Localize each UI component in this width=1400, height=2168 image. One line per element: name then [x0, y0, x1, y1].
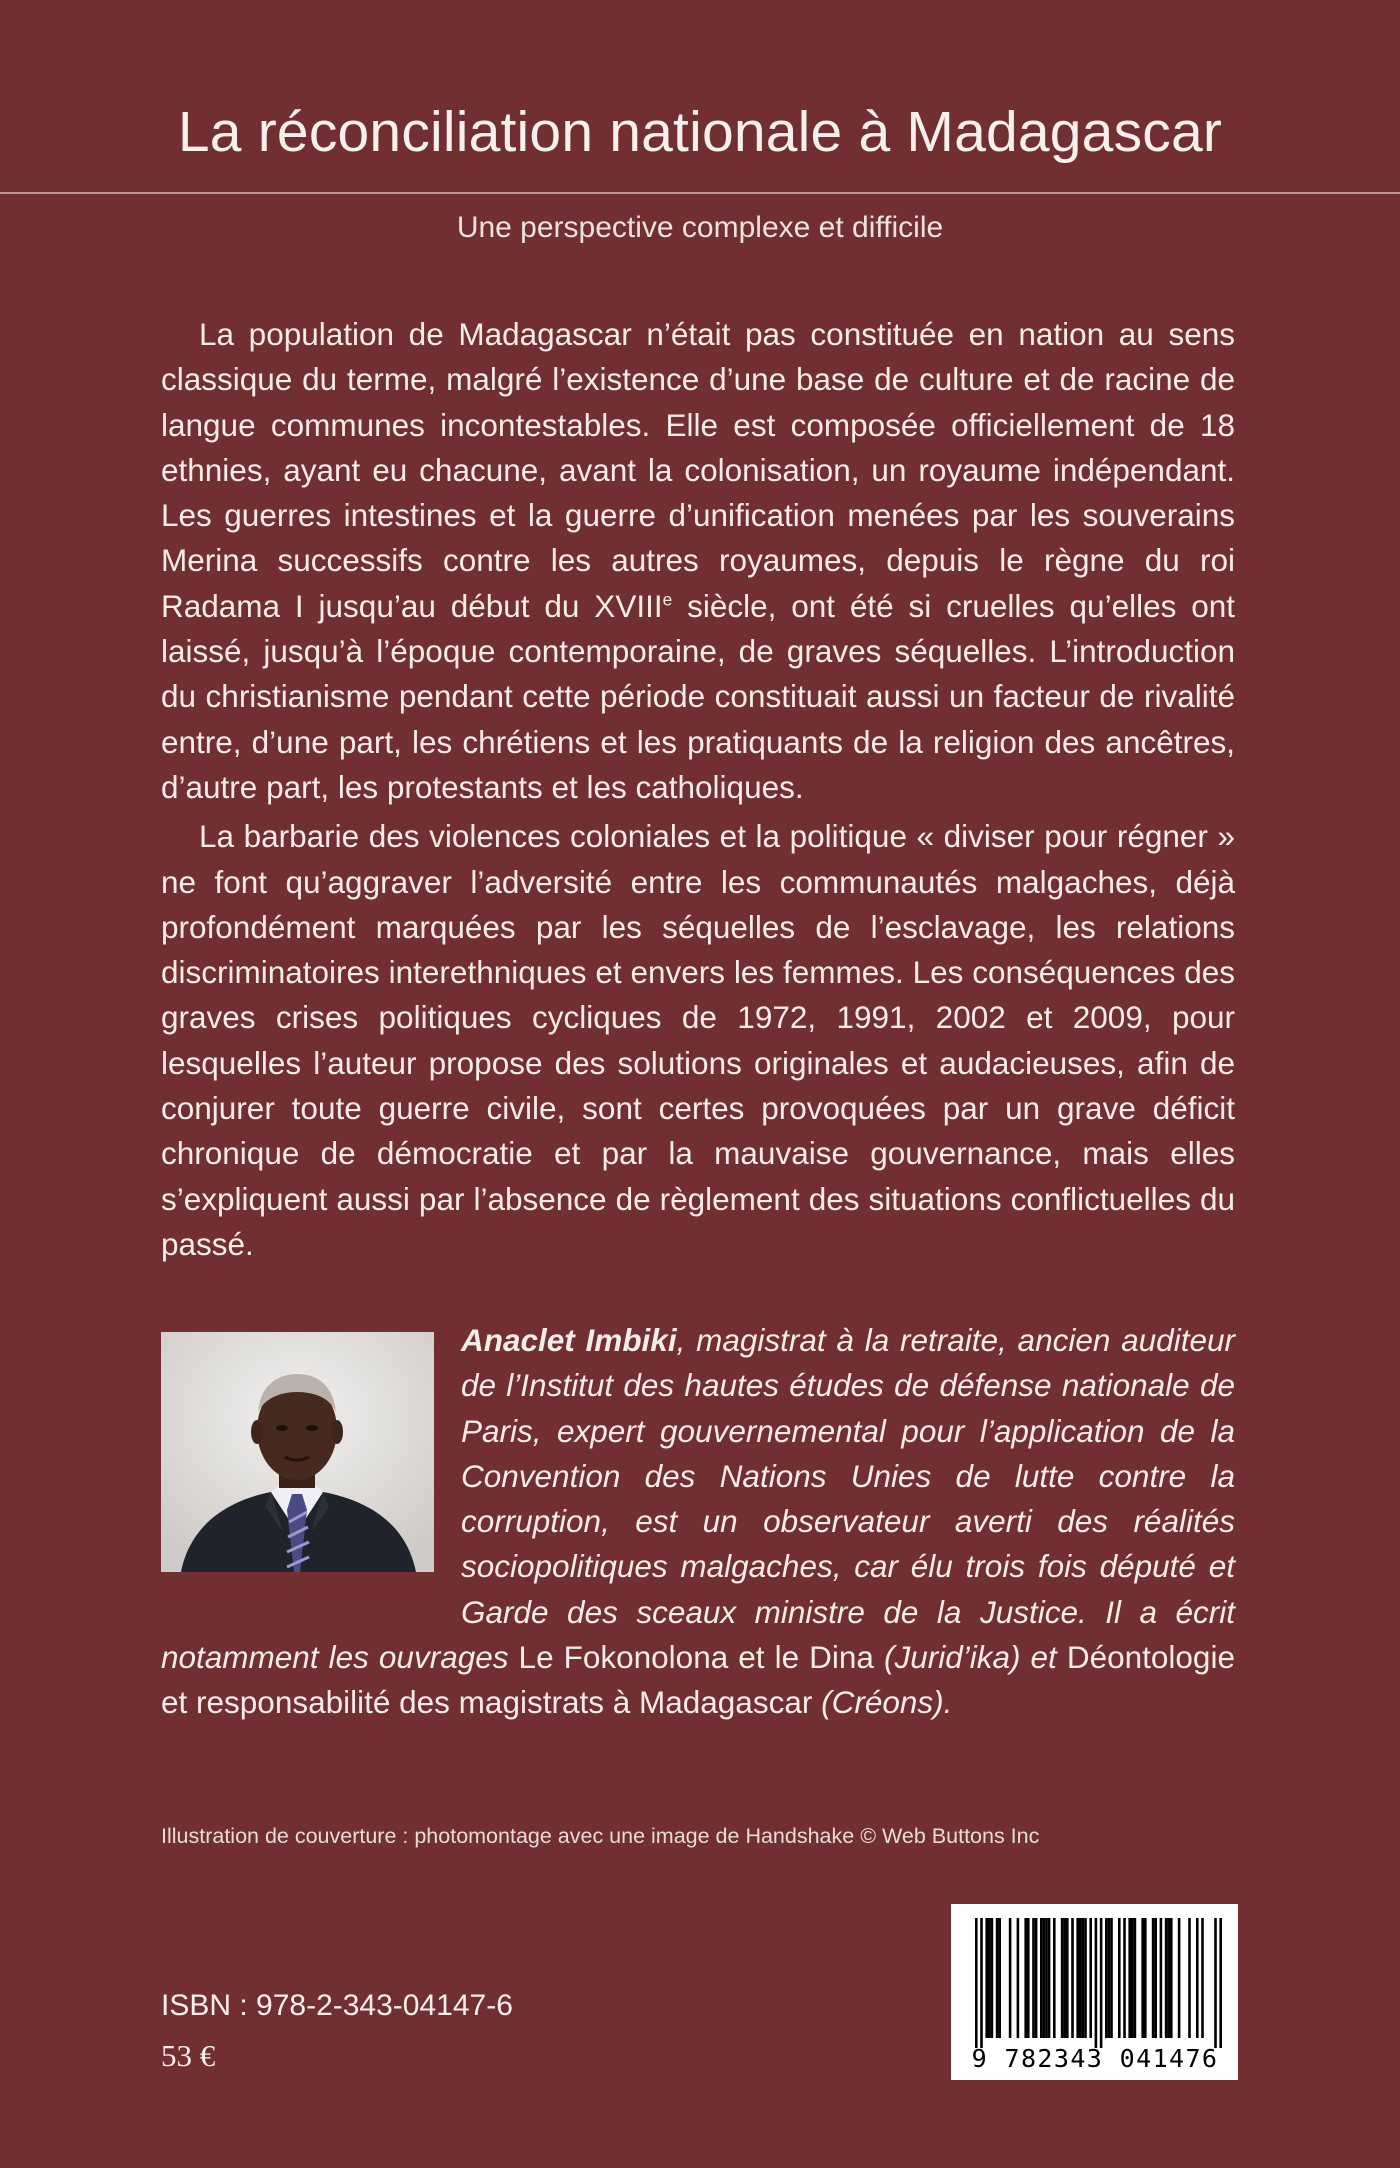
barcode-bar	[1063, 1918, 1066, 2038]
barcode-bar	[1048, 1918, 1051, 2038]
barcode-bar	[996, 1918, 999, 2038]
barcode-bar	[1167, 1918, 1170, 2038]
book-title-2: Déontologie et responsabilité des magistrats à Madagascar	[161, 1639, 1235, 1721]
barcode-bar	[1178, 1918, 1181, 2038]
barcode-bar	[1079, 1918, 1082, 2038]
barcode-bar	[1089, 1918, 1092, 2038]
author-bio-text: , magistrat à la retraite, ancien auditeur de l’Institut des hautes études de défense nationale de Paris, expert gouvernemental pour l’application de la Convention des Nations Unies de lutte contre la corruption, est un observateur averti des réalités sociopolitiques malgaches, car élu trois fois député et Garde des sceaux ministre de la Justice. Il a écrit notamment les ouvrages	[161, 1322, 1235, 1676]
barcode-digits: 9 782343 041476	[971, 2044, 1219, 2073]
barcode-bar	[1160, 1918, 1163, 2038]
barcode-bar	[1219, 1918, 1222, 2048]
barcode-bar	[998, 1918, 1001, 2038]
book-title-1: Le Fokonolona et le Dina	[518, 1639, 874, 1676]
barcode-bar	[1084, 1918, 1087, 2038]
barcode-bar	[1118, 1918, 1121, 2038]
barcode-bar	[1152, 1918, 1155, 2038]
barcode-bar	[1095, 1918, 1098, 2048]
barcode-bar	[991, 1918, 994, 2038]
barcode-bar	[1009, 1918, 1012, 2038]
barcode-bar	[988, 1918, 991, 2038]
barcode-bar	[1188, 1918, 1191, 2038]
barcode-bar	[1053, 1918, 1056, 2038]
summary-paragraph-2: La barbarie des violences coloniales et la politique « diviser pour régner » ne font qu’aggraver l’adversité entre les communautés malgaches, déjà profondément marquées par les séquelles de l’esclavage, les relations discriminatoires interethniques et envers les femmes. Les conséquences des graves crises politiques cycliques de 1972, 1991, 2002 et 2009, pour lesquelles l’auteur propose des solutions originales et audacieuses, afin de conjurer toute guerre civile, sont certes provoquées par un grave déficit chronique de démocratie et par la mauvaise gouvernance, mais elles s’expliquent aussi par l’absence de règlement des situations conflictuelles du passé.	[161, 818, 1235, 1262]
barcode-bar	[1201, 1918, 1204, 2038]
title-divider	[0, 192, 1400, 194]
author-biography	[161, 1318, 1235, 1726]
barcode-bar	[1170, 1918, 1173, 2038]
book-summary	[161, 312, 1235, 1267]
barcode-bar	[1105, 1918, 1108, 2038]
connector-text: et	[1020, 1639, 1067, 1676]
barcode-bar	[985, 1918, 988, 2038]
barcode-bar	[1082, 1918, 1085, 2038]
barcode-bar	[1128, 1918, 1131, 2038]
barcode-bar	[1196, 1918, 1199, 2038]
barcode-bar	[1100, 1918, 1103, 2048]
barcode-bar	[1165, 1918, 1168, 2038]
illustration-credit: Illustration de couverture : photomontage avec une image de Handshake © Web Buttons Inc	[161, 1824, 1040, 1848]
barcode-bar	[1141, 1918, 1144, 2038]
isbn: ISBN : 978-2-343-04147-6	[161, 1989, 513, 2022]
author-name: Anaclet Imbiki	[461, 1322, 677, 1358]
barcode-bar	[975, 1918, 978, 2048]
barcode-bar	[1131, 1918, 1134, 2038]
barcode-bar	[1071, 1918, 1074, 2038]
bio-end: .	[943, 1684, 953, 1721]
book-title: La réconciliation nationale à Madagascar	[177, 100, 1223, 164]
price: 53 €	[161, 2038, 216, 2073]
barcode-bar	[1045, 1918, 1048, 2038]
barcode-bar	[1066, 1918, 1069, 2038]
barcode-bar	[1017, 1918, 1020, 2038]
barcode-bar	[1035, 1918, 1038, 2038]
barcode-bar	[1108, 1918, 1111, 2038]
barcode-bar	[1032, 1918, 1035, 2038]
barcode-bar	[1134, 1918, 1137, 2038]
publisher-2: (Créons)	[821, 1684, 944, 1721]
barcode-bar	[1061, 1918, 1064, 2038]
barcode-bar	[1154, 1918, 1157, 2038]
barcode-bar	[1027, 1918, 1030, 2038]
barcode-bar	[1123, 1918, 1126, 2038]
barcode-bar	[1040, 1918, 1043, 2038]
barcode-bar	[1024, 1918, 1027, 2038]
barcode-bar	[1214, 1918, 1217, 2048]
barcode-bar	[1144, 1918, 1147, 2038]
barcode-bar	[1076, 1918, 1079, 2038]
barcode-bar	[1110, 1918, 1113, 2038]
barcode-bar	[980, 1918, 983, 2048]
barcode	[951, 1904, 1238, 2080]
publisher-1: (Jurid’ika)	[883, 1639, 1021, 1676]
book-subtitle: Une perspective complexe et difficile	[456, 211, 944, 244]
summary-paragraph-1: La population de Madagascar n’était pas constituée en nation au sens classique du terme, malgré l’existence d’une base de culture et de racine de langue communes incontestables. Elle est composée officiellement de 18 ethnies, ayant eu chacune, avant la colonisation, un royaume indépendant. Les guerres intestines et la guerre d’unification menées par les souverains Merina successifs contre les autres royaumes, depuis le règne du roi Radama I jusqu’au début du XVIIIe siècle, ont été si cruelles qu’elles ont laissé, jusqu’à l’époque contemporaine, de graves séquelles. L’introduction du christianisme pendant cette période constituait aussi un facteur de rivalité entre, d’une part, les chrétiens et les pratiquants de la religion des ancêtres, d’autre part, les protestants et les catholiques.	[161, 316, 1235, 805]
barcode-bar	[1043, 1918, 1046, 2038]
